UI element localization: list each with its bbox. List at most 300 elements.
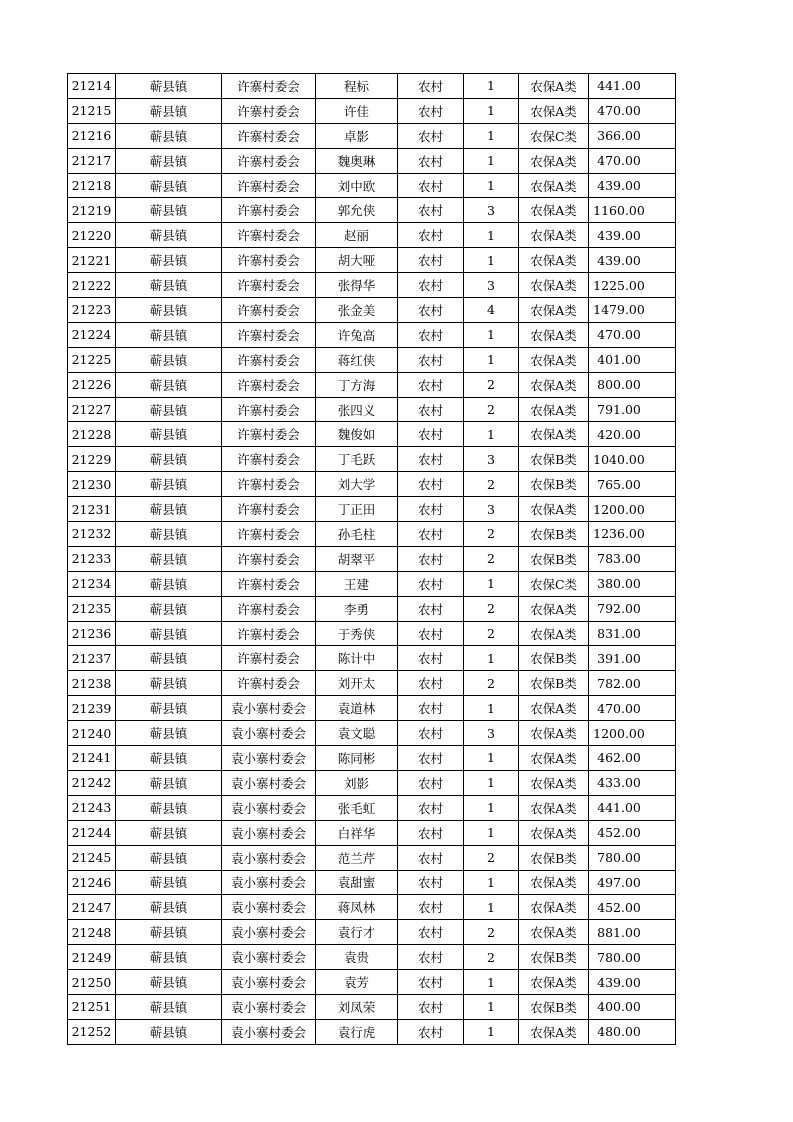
record-number-cell: 21243 <box>68 795 116 820</box>
village-committee-cell: 许寨村委会 <box>222 596 316 621</box>
town-cell: 蕲县镇 <box>116 223 222 248</box>
area-type-cell: 农村 <box>398 970 464 995</box>
insurance-category-cell: 农保A类 <box>519 322 589 347</box>
person-name-cell: 郭允侠 <box>316 198 398 223</box>
amount-cell: 1479.00 <box>589 298 676 323</box>
insurance-category-cell: 农保C类 <box>519 123 589 148</box>
record-number-cell: 21227 <box>68 397 116 422</box>
table-row <box>68 621 676 646</box>
amount-cell: 470.00 <box>589 696 676 721</box>
person-name-cell: 程标 <box>316 74 398 99</box>
household-count-cell: 2 <box>464 920 519 945</box>
area-type-cell: 农村 <box>398 770 464 795</box>
record-number-cell: 21238 <box>68 671 116 696</box>
area-type-cell: 农村 <box>398 273 464 298</box>
insurance-category-cell: 农保A类 <box>519 621 589 646</box>
insurance-category-cell: 农保A类 <box>519 746 589 771</box>
table-row <box>68 870 676 895</box>
record-number-cell: 21222 <box>68 273 116 298</box>
insurance-category-cell: 农保B类 <box>519 472 589 497</box>
household-count-cell: 1 <box>464 148 519 173</box>
household-count-cell: 2 <box>464 845 519 870</box>
person-name-cell: 张毛虹 <box>316 795 398 820</box>
table-row <box>68 522 676 547</box>
insurance-category-cell: 农保A类 <box>519 920 589 945</box>
person-name-cell: 丁毛跃 <box>316 447 398 472</box>
record-number-cell: 21242 <box>68 770 116 795</box>
insurance-category-cell: 农保A类 <box>519 372 589 397</box>
record-number-cell: 21251 <box>68 994 116 1019</box>
record-number-cell: 21223 <box>68 298 116 323</box>
town-cell: 蕲县镇 <box>116 497 222 522</box>
person-name-cell: 许兔高 <box>316 322 398 347</box>
insurance-category-cell: 农保A类 <box>519 422 589 447</box>
person-name-cell: 袁贵 <box>316 945 398 970</box>
table-row <box>68 671 676 696</box>
household-count-cell: 3 <box>464 447 519 472</box>
household-count-cell: 3 <box>464 497 519 522</box>
record-number-cell: 21240 <box>68 721 116 746</box>
area-type-cell: 农村 <box>398 472 464 497</box>
insurance-category-cell: 农保A类 <box>519 970 589 995</box>
household-count-cell: 1 <box>464 347 519 372</box>
amount-cell: 441.00 <box>589 74 676 99</box>
area-type-cell: 农村 <box>398 820 464 845</box>
household-count-cell: 1 <box>464 795 519 820</box>
village-committee-cell: 许寨村委会 <box>222 273 316 298</box>
area-type-cell: 农村 <box>398 522 464 547</box>
record-number-cell: 21217 <box>68 148 116 173</box>
village-committee-cell: 许寨村委会 <box>222 397 316 422</box>
village-committee-cell: 许寨村委会 <box>222 372 316 397</box>
town-cell: 蕲县镇 <box>116 721 222 746</box>
record-number-cell: 21233 <box>68 546 116 571</box>
record-number-cell: 21248 <box>68 920 116 945</box>
table-row <box>68 74 676 99</box>
village-committee-cell: 许寨村委会 <box>222 198 316 223</box>
amount-cell: 470.00 <box>589 322 676 347</box>
insurance-category-cell: 农保C类 <box>519 571 589 596</box>
person-name-cell: 刘开太 <box>316 671 398 696</box>
record-number-cell: 21230 <box>68 472 116 497</box>
village-committee-cell: 袁小寨村委会 <box>222 870 316 895</box>
amount-cell: 380.00 <box>589 571 676 596</box>
village-committee-cell: 袁小寨村委会 <box>222 920 316 945</box>
table-row <box>68 422 676 447</box>
record-number-cell: 21218 <box>68 173 116 198</box>
town-cell: 蕲县镇 <box>116 148 222 173</box>
table-row <box>68 596 676 621</box>
household-count-cell: 1 <box>464 870 519 895</box>
person-name-cell: 丁方海 <box>316 372 398 397</box>
table-row <box>68 447 676 472</box>
area-type-cell: 农村 <box>398 596 464 621</box>
amount-cell: 765.00 <box>589 472 676 497</box>
area-type-cell: 农村 <box>398 696 464 721</box>
table-row <box>68 546 676 571</box>
area-type-cell: 农村 <box>398 223 464 248</box>
village-committee-cell: 许寨村委会 <box>222 497 316 522</box>
area-type-cell: 农村 <box>398 198 464 223</box>
table-row <box>68 721 676 746</box>
town-cell: 蕲县镇 <box>116 198 222 223</box>
insurance-category-cell: 农保B类 <box>519 671 589 696</box>
town-cell: 蕲县镇 <box>116 795 222 820</box>
table-row <box>68 571 676 596</box>
table-row <box>68 273 676 298</box>
table-row <box>68 820 676 845</box>
person-name-cell: 陈计中 <box>316 646 398 671</box>
area-type-cell: 农村 <box>398 123 464 148</box>
amount-cell: 800.00 <box>589 372 676 397</box>
record-number-cell: 21249 <box>68 945 116 970</box>
table-row <box>68 198 676 223</box>
town-cell: 蕲县镇 <box>116 248 222 273</box>
area-type-cell: 农村 <box>398 746 464 771</box>
amount-cell: 400.00 <box>589 994 676 1019</box>
household-count-cell: 1 <box>464 173 519 198</box>
village-committee-cell: 许寨村委会 <box>222 671 316 696</box>
insurance-category-cell: 农保B类 <box>519 447 589 472</box>
insurance-category-cell: 农保A类 <box>519 98 589 123</box>
area-type-cell: 农村 <box>398 671 464 696</box>
table-row <box>68 372 676 397</box>
person-name-cell: 许佳 <box>316 98 398 123</box>
town-cell: 蕲县镇 <box>116 447 222 472</box>
village-committee-cell: 许寨村委会 <box>222 646 316 671</box>
table-row <box>68 472 676 497</box>
village-committee-cell: 袁小寨村委会 <box>222 770 316 795</box>
area-type-cell: 农村 <box>398 497 464 522</box>
person-name-cell: 蒋红侠 <box>316 347 398 372</box>
insurance-category-cell: 农保B类 <box>519 646 589 671</box>
town-cell: 蕲县镇 <box>116 895 222 920</box>
area-type-cell: 农村 <box>398 646 464 671</box>
household-count-cell: 1 <box>464 74 519 99</box>
village-committee-cell: 许寨村委会 <box>222 472 316 497</box>
record-number-cell: 21245 <box>68 845 116 870</box>
insurance-category-cell: 农保B类 <box>519 994 589 1019</box>
amount-cell: 1200.00 <box>589 721 676 746</box>
village-committee-cell: 许寨村委会 <box>222 546 316 571</box>
person-name-cell: 刘大学 <box>316 472 398 497</box>
record-number-cell: 21234 <box>68 571 116 596</box>
household-count-cell: 2 <box>464 621 519 646</box>
area-type-cell: 农村 <box>398 895 464 920</box>
table-row <box>68 845 676 870</box>
person-name-cell: 魏俊如 <box>316 422 398 447</box>
record-number-cell: 21246 <box>68 870 116 895</box>
town-cell: 蕲县镇 <box>116 646 222 671</box>
area-type-cell: 农村 <box>398 721 464 746</box>
table-row <box>68 98 676 123</box>
village-committee-cell: 许寨村委会 <box>222 248 316 273</box>
insurance-category-cell: 农保B类 <box>519 522 589 547</box>
table-row <box>68 646 676 671</box>
amount-cell: 470.00 <box>589 148 676 173</box>
town-cell: 蕲县镇 <box>116 820 222 845</box>
table-row <box>68 994 676 1019</box>
table-row <box>68 123 676 148</box>
table-row <box>68 895 676 920</box>
person-name-cell: 王建 <box>316 571 398 596</box>
household-count-cell: 3 <box>464 721 519 746</box>
village-committee-cell: 许寨村委会 <box>222 322 316 347</box>
table-row <box>68 696 676 721</box>
person-name-cell: 胡翠平 <box>316 546 398 571</box>
roster-body <box>68 74 676 1045</box>
person-name-cell: 袁道林 <box>316 696 398 721</box>
insurance-category-cell: 农保A类 <box>519 223 589 248</box>
area-type-cell: 农村 <box>398 98 464 123</box>
village-committee-cell: 许寨村委会 <box>222 74 316 99</box>
village-committee-cell: 袁小寨村委会 <box>222 820 316 845</box>
village-committee-cell: 许寨村委会 <box>222 148 316 173</box>
person-name-cell: 范兰芹 <box>316 845 398 870</box>
household-count-cell: 3 <box>464 273 519 298</box>
household-count-cell: 2 <box>464 372 519 397</box>
record-number-cell: 21236 <box>68 621 116 646</box>
amount-cell: 452.00 <box>589 895 676 920</box>
town-cell: 蕲县镇 <box>116 994 222 1019</box>
record-number-cell: 21241 <box>68 746 116 771</box>
household-count-cell: 1 <box>464 98 519 123</box>
record-number-cell: 21221 <box>68 248 116 273</box>
town-cell: 蕲县镇 <box>116 472 222 497</box>
record-number-cell: 21235 <box>68 596 116 621</box>
amount-cell: 1160.00 <box>589 198 676 223</box>
amount-cell: 780.00 <box>589 845 676 870</box>
household-count-cell: 2 <box>464 945 519 970</box>
village-committee-cell: 袁小寨村委会 <box>222 945 316 970</box>
person-name-cell: 胡大哑 <box>316 248 398 273</box>
amount-cell: 439.00 <box>589 248 676 273</box>
insurance-category-cell: 农保B类 <box>519 546 589 571</box>
village-committee-cell: 袁小寨村委会 <box>222 721 316 746</box>
amount-cell: 1040.00 <box>589 447 676 472</box>
town-cell: 蕲县镇 <box>116 347 222 372</box>
insurance-category-cell: 农保A类 <box>519 596 589 621</box>
amount-cell: 792.00 <box>589 596 676 621</box>
table-row <box>68 497 676 522</box>
town-cell: 蕲县镇 <box>116 173 222 198</box>
amount-cell: 420.00 <box>589 422 676 447</box>
household-count-cell: 1 <box>464 970 519 995</box>
amount-cell: 1236.00 <box>589 522 676 547</box>
amount-cell: 1200.00 <box>589 497 676 522</box>
area-type-cell: 农村 <box>398 422 464 447</box>
town-cell: 蕲县镇 <box>116 671 222 696</box>
amount-cell: 401.00 <box>589 347 676 372</box>
person-name-cell: 丁正田 <box>316 497 398 522</box>
household-count-cell: 1 <box>464 746 519 771</box>
insurance-category-cell: 农保A类 <box>519 870 589 895</box>
village-committee-cell: 袁小寨村委会 <box>222 696 316 721</box>
area-type-cell: 农村 <box>398 621 464 646</box>
household-count-cell: 2 <box>464 472 519 497</box>
area-type-cell: 农村 <box>398 347 464 372</box>
village-committee-cell: 许寨村委会 <box>222 621 316 646</box>
household-count-cell: 2 <box>464 522 519 547</box>
person-name-cell: 袁行虎 <box>316 1019 398 1044</box>
record-number-cell: 21215 <box>68 98 116 123</box>
insurance-category-cell: 农保A类 <box>519 74 589 99</box>
insurance-category-cell: 农保A类 <box>519 721 589 746</box>
household-count-cell: 1 <box>464 994 519 1019</box>
town-cell: 蕲县镇 <box>116 571 222 596</box>
insurance-category-cell: 农保A类 <box>519 770 589 795</box>
area-type-cell: 农村 <box>398 546 464 571</box>
person-name-cell: 赵丽 <box>316 223 398 248</box>
amount-cell: 470.00 <box>589 98 676 123</box>
person-name-cell: 袁行才 <box>316 920 398 945</box>
amount-cell: 439.00 <box>589 970 676 995</box>
town-cell: 蕲县镇 <box>116 298 222 323</box>
area-type-cell: 农村 <box>398 248 464 273</box>
person-name-cell: 刘影 <box>316 770 398 795</box>
insurance-category-cell: 农保A类 <box>519 497 589 522</box>
town-cell: 蕲县镇 <box>116 74 222 99</box>
town-cell: 蕲县镇 <box>116 546 222 571</box>
town-cell: 蕲县镇 <box>116 870 222 895</box>
roster-table <box>67 73 676 1045</box>
amount-cell: 497.00 <box>589 870 676 895</box>
town-cell: 蕲县镇 <box>116 970 222 995</box>
household-count-cell: 1 <box>464 571 519 596</box>
area-type-cell: 农村 <box>398 994 464 1019</box>
record-number-cell: 21244 <box>68 820 116 845</box>
person-name-cell: 魏奥琳 <box>316 148 398 173</box>
village-committee-cell: 许寨村委会 <box>222 422 316 447</box>
insurance-category-cell: 农保A类 <box>519 795 589 820</box>
amount-cell: 831.00 <box>589 621 676 646</box>
town-cell: 蕲县镇 <box>116 322 222 347</box>
household-count-cell: 1 <box>464 646 519 671</box>
town-cell: 蕲县镇 <box>116 397 222 422</box>
record-number-cell: 21231 <box>68 497 116 522</box>
village-committee-cell: 袁小寨村委会 <box>222 795 316 820</box>
area-type-cell: 农村 <box>398 1019 464 1044</box>
amount-cell: 441.00 <box>589 795 676 820</box>
record-number-cell: 21226 <box>68 372 116 397</box>
town-cell: 蕲县镇 <box>116 273 222 298</box>
area-type-cell: 农村 <box>398 173 464 198</box>
insurance-category-cell: 农保B类 <box>519 845 589 870</box>
insurance-category-cell: 农保A类 <box>519 820 589 845</box>
table-row <box>68 347 676 372</box>
table-row <box>68 148 676 173</box>
person-name-cell: 李勇 <box>316 596 398 621</box>
record-number-cell: 21220 <box>68 223 116 248</box>
person-name-cell: 刘凤荣 <box>316 994 398 1019</box>
record-number-cell: 21229 <box>68 447 116 472</box>
person-name-cell: 孙毛柱 <box>316 522 398 547</box>
town-cell: 蕲县镇 <box>116 123 222 148</box>
record-number-cell: 21247 <box>68 895 116 920</box>
household-count-cell: 1 <box>464 895 519 920</box>
town-cell: 蕲县镇 <box>116 372 222 397</box>
village-committee-cell: 袁小寨村委会 <box>222 1019 316 1044</box>
table-row <box>68 322 676 347</box>
table-row <box>68 173 676 198</box>
person-name-cell: 袁甜蜜 <box>316 870 398 895</box>
town-cell: 蕲县镇 <box>116 596 222 621</box>
insurance-category-cell: 农保B类 <box>519 945 589 970</box>
household-count-cell: 1 <box>464 820 519 845</box>
table-row <box>68 1019 676 1044</box>
village-committee-cell: 许寨村委会 <box>222 298 316 323</box>
household-count-cell: 2 <box>464 546 519 571</box>
area-type-cell: 农村 <box>398 845 464 870</box>
record-number-cell: 21225 <box>68 347 116 372</box>
insurance-category-cell: 农保A类 <box>519 895 589 920</box>
table-row <box>68 970 676 995</box>
person-name-cell: 张金美 <box>316 298 398 323</box>
household-count-cell: 2 <box>464 596 519 621</box>
village-committee-cell: 许寨村委会 <box>222 123 316 148</box>
area-type-cell: 农村 <box>398 397 464 422</box>
amount-cell: 783.00 <box>589 546 676 571</box>
town-cell: 蕲县镇 <box>116 845 222 870</box>
record-number-cell: 21239 <box>68 696 116 721</box>
area-type-cell: 农村 <box>398 372 464 397</box>
village-committee-cell: 袁小寨村委会 <box>222 970 316 995</box>
amount-cell: 780.00 <box>589 945 676 970</box>
amount-cell: 782.00 <box>589 671 676 696</box>
area-type-cell: 农村 <box>398 795 464 820</box>
amount-cell: 452.00 <box>589 820 676 845</box>
table-row <box>68 223 676 248</box>
amount-cell: 439.00 <box>589 173 676 198</box>
village-committee-cell: 袁小寨村委会 <box>222 895 316 920</box>
town-cell: 蕲县镇 <box>116 621 222 646</box>
area-type-cell: 农村 <box>398 322 464 347</box>
town-cell: 蕲县镇 <box>116 522 222 547</box>
village-committee-cell: 袁小寨村委会 <box>222 994 316 1019</box>
village-committee-cell: 许寨村委会 <box>222 347 316 372</box>
area-type-cell: 农村 <box>398 920 464 945</box>
person-name-cell: 蒋凤林 <box>316 895 398 920</box>
record-number-cell: 21252 <box>68 1019 116 1044</box>
household-count-cell: 1 <box>464 1019 519 1044</box>
town-cell: 蕲县镇 <box>116 746 222 771</box>
insurance-category-cell: 农保A类 <box>519 298 589 323</box>
insurance-category-cell: 农保A类 <box>519 248 589 273</box>
amount-cell: 439.00 <box>589 223 676 248</box>
household-count-cell: 1 <box>464 248 519 273</box>
person-name-cell: 于秀侠 <box>316 621 398 646</box>
household-count-cell: 3 <box>464 198 519 223</box>
amount-cell: 480.00 <box>589 1019 676 1044</box>
household-count-cell: 4 <box>464 298 519 323</box>
town-cell: 蕲县镇 <box>116 422 222 447</box>
table-row <box>68 397 676 422</box>
amount-cell: 433.00 <box>589 770 676 795</box>
insurance-category-cell: 农保A类 <box>519 347 589 372</box>
amount-cell: 391.00 <box>589 646 676 671</box>
village-committee-cell: 许寨村委会 <box>222 522 316 547</box>
area-type-cell: 农村 <box>398 148 464 173</box>
area-type-cell: 农村 <box>398 447 464 472</box>
household-count-cell: 2 <box>464 671 519 696</box>
area-type-cell: 农村 <box>398 571 464 596</box>
insurance-category-cell: 农保A类 <box>519 148 589 173</box>
insurance-category-cell: 农保A类 <box>519 273 589 298</box>
village-committee-cell: 许寨村委会 <box>222 223 316 248</box>
table-row <box>68 298 676 323</box>
person-name-cell: 刘中欧 <box>316 173 398 198</box>
amount-cell: 462.00 <box>589 746 676 771</box>
